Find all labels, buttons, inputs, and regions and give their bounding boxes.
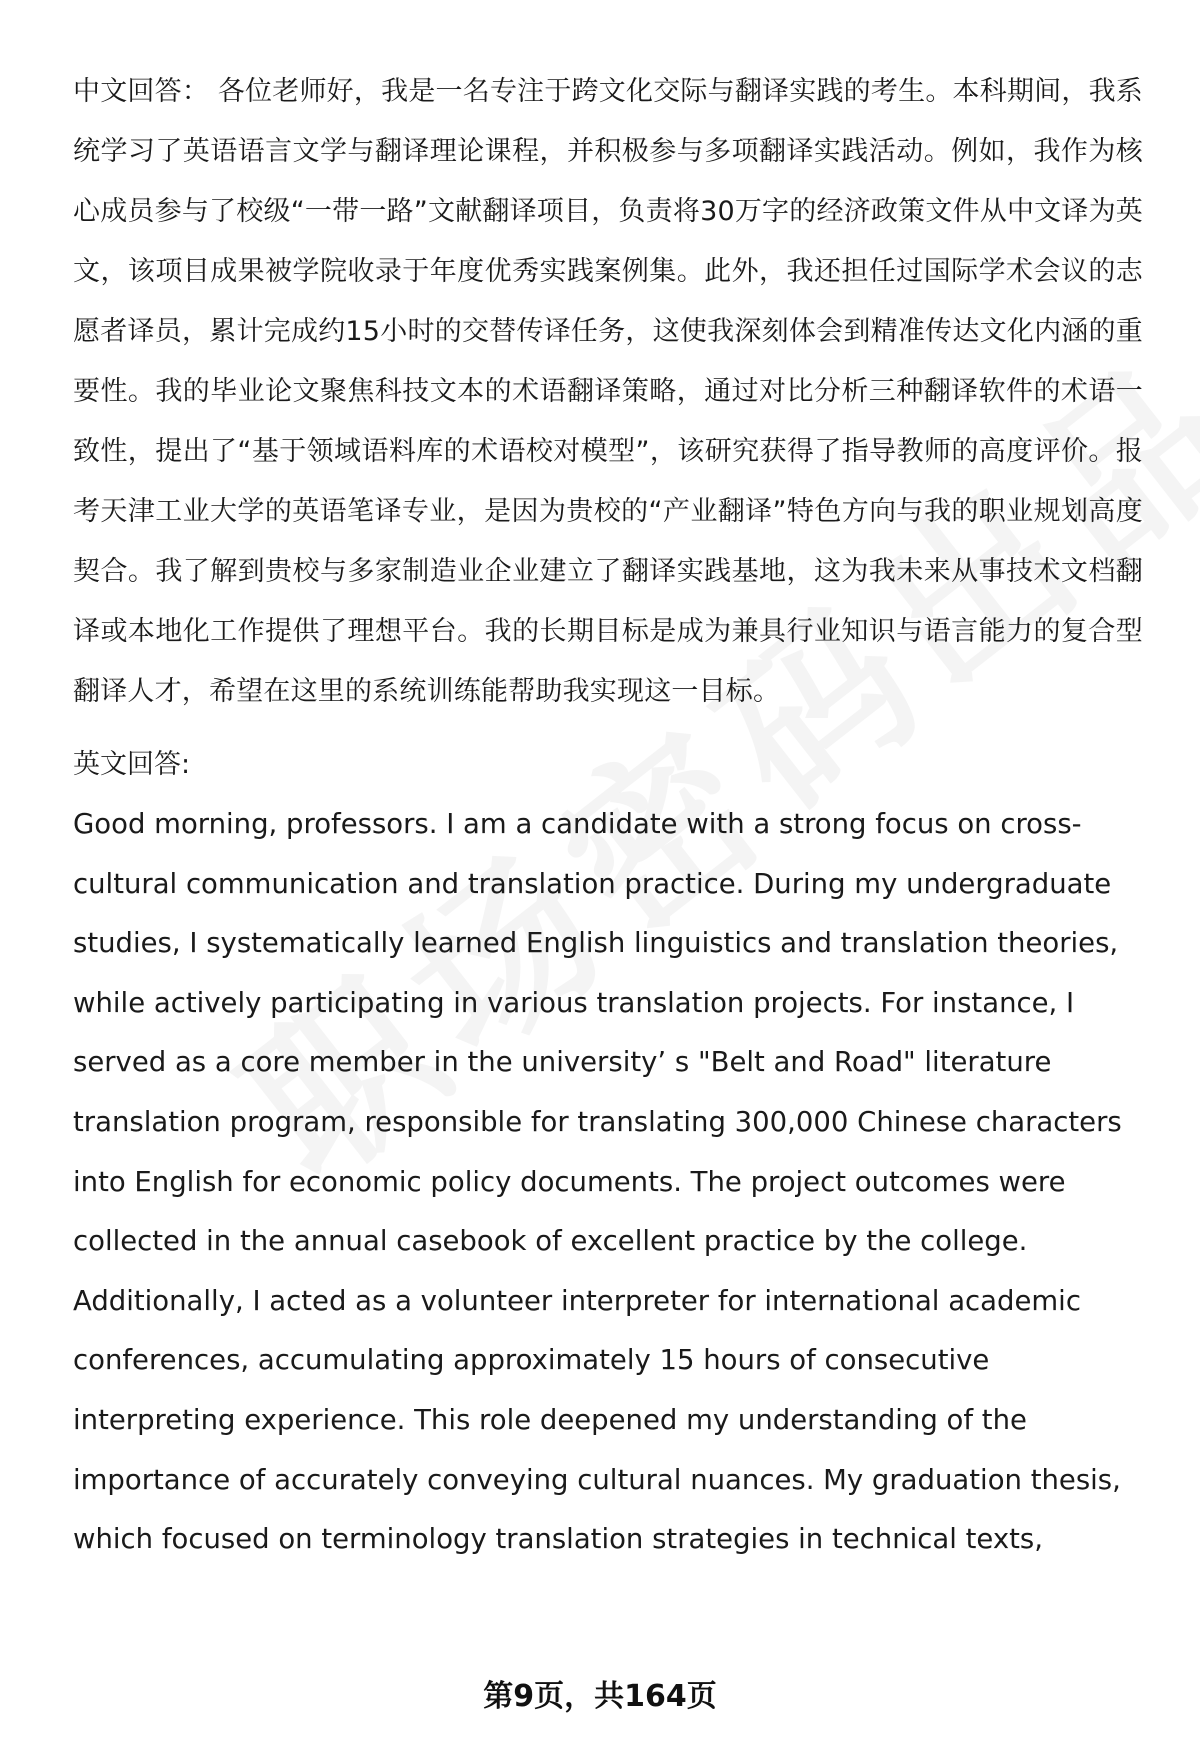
page-number-footer: 第9页，共164页 bbox=[483, 1679, 717, 1714]
english-answer-paragraph: Good morning, professors. I am a candidate with a strong focus on cross-cultural communication and translation practice. During my undergraduate studies, I systematically learned English linguistics and translation theories, while actively participating in various translation projects. For instance, I served as a core member in the university’ s "Belt and Road" literature translation program, responsible for translating 300,000 Chinese characters into English for economic policy documents. The project outcomes were collected in the annual casebook of excellent practice by the college. Additionally, I acted as a volunteer interpreter for international academic conferences, accumulating approximately 15 hours of consecutive interpreting experience. This role deepened my understanding of the importance of accurately conveying cultural nuances. My graduation thesis, which focused on terminology translation strategies in technical texts, bbox=[73, 808, 1122, 1556]
chinese-answer-paragraph: 中文回答： 各位老师好，我是一名专注于跨文化交际与翻译实践的考生。本科期间，我系统学习了英语语言文学与翻译理论课程，并积极参与多项翻译实践活动。例如，我作为核心成员参与了校级“一带一路”文献翻译项目，负责将30万字的经济政策文件从中文译为英文，该项目成果被学院收录于年度优秀实践案例集。此外，我还担任过国际学术会议的志愿者译员，累计完成约15小时的交替传译任务，这使我深刻体会到精准传达文化内涵的重要性。我的毕业论文聚焦科技文本的术语翻译策略，通过对比分析三种翻译软件的术语一致性，提出了“基于领域语料库的术语校对模型”，该研究获得了指导教师的高度评价。报考天津工业大学的英语笔译专业，是因为贵校的“产业翻译”特色方向与我的职业规划高度契合。我了解到贵校与多家制造业企业建立了翻译实践基地，这为我未来从事技术文档翻译或本地化工作提供了理想平台。我的长期目标是成为兼具行业知识与语言能力的复合型翻译人才，希望在这里的系统训练能帮助我实现这一目标。 bbox=[73, 76, 1143, 707]
document-body bbox=[73, 62, 1143, 1570]
english-answer-label: 英文回答: bbox=[73, 749, 191, 780]
